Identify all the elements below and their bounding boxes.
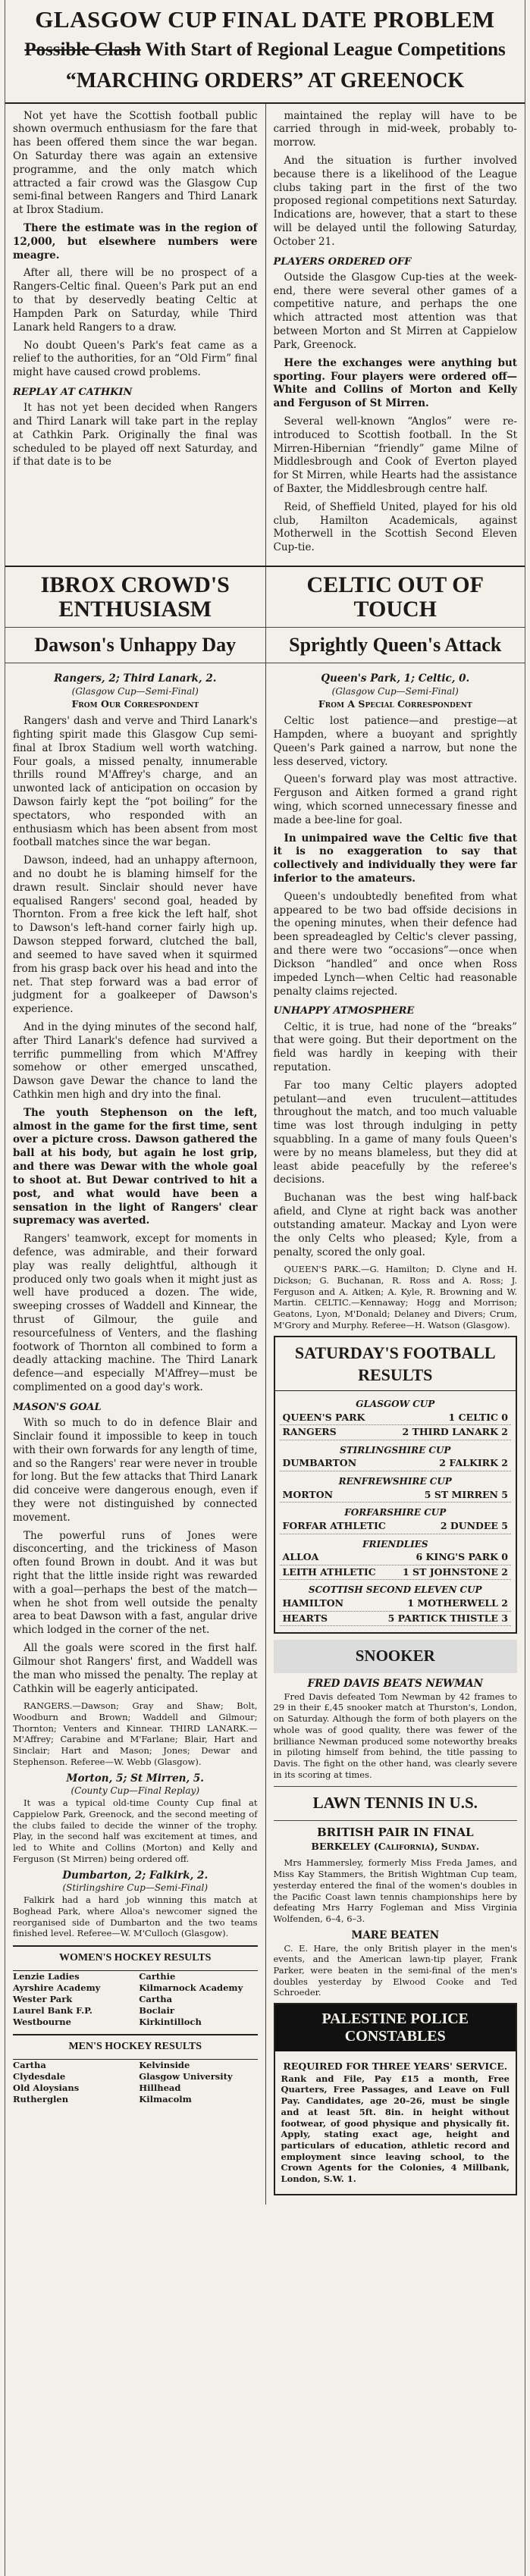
palestine-text: Rank and File, Pay £15 a month, Free Quarters, Free Passages, and Leave on Full Pay. Candidates, age 20–26, must be single and at least 5ft. 8in. in height without footwear, of good physique and physically fit. Apply, stating exact age, height and particulars of education, athletic record and employment since leaving school, to the Crown Agents for the Colonies, 4 Millbank, London, S.W. 1. (281, 2073, 510, 2185)
hockey-team: Westbourne (13, 2017, 71, 2028)
palestine-title: PALESTINE POLICE CONSTABLES (275, 2004, 516, 2051)
hockey-team: Clydesdale (13, 2071, 66, 2082)
intro-paragraph: Outside the Glasgow Cup-ties at the week-end, there were several other games of a competitive nature, and perhaps the one which attracted most attention was that between Morton and St Mirren at Cappielow Park, Greenock. (273, 271, 517, 351)
results-box (274, 1336, 518, 1634)
result-row (280, 1565, 512, 1581)
intro-paragraph: No doubt Queen's Park's feat came as a relief to the authorities, for an “Old Firm” final might have caused crowd problems. (13, 339, 258, 379)
result-row (280, 1456, 512, 1471)
hockey-result-item (13, 2060, 131, 2071)
subheadline-rest: With Start of Regional League Competitions (145, 39, 506, 60)
ibrox-paragraph: The youth Stephenson on the left, almost in the game for the first time, sent over a picture cross. Dawson gathered the ball at his body, but again he lost grip, and there was Dewar with the whole goal to shoot at. But Dewar contrived to hit a post, and what would have been a sensation in the light of Rangers' clear supremacy was averted. (13, 1106, 258, 1227)
results-title: SATURDAY'S FOOTBALL RESULTS (275, 1337, 516, 1391)
section-subhead: REPLAY AT CATHKIN (13, 386, 133, 398)
intro-paragraph: And the situation is further involved because there is a likelihood of the League clubs taking part in the first of the two proposed regional competitions next Saturday. Indications are, however, that a start to these will be delayed until the following Saturday, October 21. (273, 154, 517, 248)
subheadline (11, 39, 519, 61)
snooker-heading: SNOOKER (274, 1640, 518, 1673)
celtic-paragraph: Buchanan was the best wing half-back afield, and Clyne at right back was another outstanding amateur. Mackay and Lyon were the only Celts who pleased; Kyle, from a penalty, scored the only goal. (273, 1192, 517, 1258)
page-header (5, 0, 525, 104)
marching-headline: “MARCHING ORDERS” AT GREENOCK (65, 68, 465, 92)
palestine-body (275, 2051, 516, 2194)
hockey-result-item (139, 2094, 257, 2105)
intro-paragraph: Several well-known “Anglos” were re-introduced to Scottish football. In the St Mirren-Hibernian “friendly” game Milne of Middlesbrough and Cook of Everton played for St Mirren, while Hearts had the assistance of Baxter, the Middlesbrough centre half. (273, 415, 517, 496)
subheadline-strike: Possible Clash (24, 39, 141, 60)
celtic-paragraph: Queen's undoubtedly benefited from what appeared to be two bad offside decisions in the opening minutes, when their defence had been spreadeagled by Celtic's clever passing, and there were two “occasions”—once when Dickson “handled” and once when Ross impeded Lynch—when Celtic had reasonable penalty claims rejected. (273, 890, 517, 998)
result-score: 2 FALKIRK 2 (439, 1457, 508, 1469)
intro-paragraph: Here the exchanges were anything but sporting. Four players were ordered off—White and Collins of Morton and Kelly and Ferguson of St Mirren. (273, 356, 517, 410)
results-group-heading: GLASGOW CUP (356, 1398, 435, 1409)
result-score: 5 PARTICK THISTLE 3 (387, 1612, 508, 1624)
result-team: MORTON (282, 1488, 334, 1500)
dumbarton-score: Dumbarton, 2; Falkirk, 2. (62, 1869, 209, 1882)
mens-hockey-heading: MEN'S HOCKEY RESULTS (13, 2034, 258, 2059)
morton-score: Morton, 5; St Mirren, 5. (66, 1772, 204, 1785)
hockey-result-item (13, 2082, 131, 2094)
result-score: 1 MOTHERWELL 2 (407, 1597, 508, 1609)
ibrox-headline: IBROX CROWD'S ENTHUSIASM (40, 572, 230, 622)
intro-right-column (265, 104, 525, 566)
result-row (280, 1411, 512, 1426)
hockey-result-item (13, 1982, 131, 1994)
result-score: 1 CELTIC 0 (448, 1411, 508, 1423)
ibrox-competition: (Glasgow Cup—Semi-Final) (71, 685, 199, 697)
ibrox-paragraph: Rangers' teamwork, except for moments in defence, was admirable, and their forward play was really delightful, although it produced only two goals when it might just as well have produced a dozen. The wide, sweeping crosses of Waddell and Kinnear, the thrust of Gilmour, the guile and resourcefulness of Venters, and the flashing footwork of Thornton all combined to form a deadly attacking machine. The Third Lanark defence—and especially M'Affrey—must be complimented on a good day's work. (13, 1233, 258, 1394)
celtic-subheadline: Sprightly Queen's Attack (266, 628, 525, 663)
hockey-team: Rutherglen (13, 2094, 69, 2105)
hockey-team: Glasgow University (139, 2071, 233, 2082)
tennis-report: Mrs Hammersley, formerly Miss Freda James, and Miss Kay Stammers, the British Wightman Cup team, yesterday entered the final of the women's doubles in the Pacific Coast lawn tennis championships here by defeating Mrs Harry Fogleman and Miss Virginia Wolfenden, 6–4, 6–3. (273, 1857, 517, 1925)
ibrox-teams: RANGERS.—Dawson; Gray and Shaw; Bolt, Woodburn and Brown; Waddell and Gilmour; Thornton; Venters and Kinnear. THIRD LANARK.—M'Affrey; Carabine and M'Farlane; Blair, Hart and Sinclair; Hart and Mason; Jones; Dewar and Stephenson. Referee—W. Webb (Glasgow). (13, 1700, 258, 1767)
celtic-byline: From A Special Correspondent (318, 697, 472, 710)
intro-left-column (5, 104, 265, 566)
section-subhead: PLAYERS ORDERED OFF (273, 255, 412, 268)
intro-paragraph: maintained the replay will have to be carried through in mid-week, probably to-morrow. (273, 109, 517, 149)
dumbarton-report: Falkirk had a hard job winning this match at Boghead Park, where Alloa's newcomer signed the reorganised side of Dumbarton and the two teams finished level. Referee—W. M'Culloch (Glasgow). (13, 1894, 258, 1939)
hockey-result-item (139, 2017, 257, 2028)
result-row (280, 1597, 512, 1612)
result-row (280, 1550, 512, 1565)
celtic-teams: QUEEN'S PARK.—G. Hamilton; D. Clyne and H. Dickson; G. Buchanan, R. Ross and A. Ross; J. Ferguson and A. Aitken; A. Kyle, R. Browning and W. Martin. CELTIC.—Kennaway; Hogg and Morrison; Geatons, Lyon, M'Donald; Delaney and Divers; Crum, M'Grory and Murphy. Referee—H. Watson (Glasgow). (273, 1264, 517, 1330)
tennis-dateline: BERKELEY (California), Sunday. (311, 1840, 480, 1852)
hockey-result-item (13, 2005, 131, 2017)
hockey-team: Cartha (139, 1993, 173, 2004)
result-row (280, 1488, 512, 1503)
womens-hockey-results (13, 1971, 258, 2029)
hockey-team: Hillhead (139, 2082, 181, 2094)
hockey-result-item (139, 2082, 257, 2094)
result-score: 2 DUNDEE 5 (440, 1520, 508, 1532)
snooker-report: Fred Davis defeated Tom Newman by 42 frames to 29 in their £,45 snooker match at Thurston's, London, on Saturday. Although the form of both players on the whole was of good quality, there was fewer of the brilliance Newman produced some noteworthy breaks in piloting himself from behind, the title passing to Davis. The fight on the other hand, was clearly severe in its scoring at times. (273, 1691, 517, 1780)
result-score: 2 THIRD LANARK 2 (402, 1426, 508, 1438)
section-subhead: UNHAPPY ATMOSPHERE (273, 1005, 415, 1017)
ibrox-paragraph: All the goals were scored in the first half. Gilmour shot Rangers' first, and Waddell was the man who missed the penalty. The replay at Cathkin will be eagerly anticipated. (13, 1642, 258, 1695)
dumbarton-competition: (Stirlingshire Cup—Semi-Final) (62, 1882, 208, 1894)
hockey-team: Kirkintilloch (139, 2017, 202, 2028)
results-group-heading: SCOTTISH SECOND ELEVEN CUP (308, 1584, 482, 1596)
hockey-result-item (139, 1982, 257, 1994)
results-group-heading: RENFREWSHIRE CUP (338, 1475, 452, 1487)
celtic-competition: (Glasgow Cup—Semi-Final) (331, 685, 459, 697)
result-team: HAMILTON (282, 1597, 344, 1609)
womens-hockey-heading: WOMEN'S HOCKEY RESULTS (13, 1945, 258, 1970)
intro-paragraph: Reid, of Sheffield United, played for his old club, Hamilton Academicals, against Motherwell in the Scottish Second Eleven Cup-tie. (273, 500, 517, 554)
ibrox-body (5, 663, 265, 2111)
ibrox-paragraph: With so much to do in defence Blair and Sinclair found it impossible to keep in touch with their own forwards for any length of time, and so the Rangers' rear were never in trouble for long. But the few attacks that Third Lanark did conceive were dangerous enough, even if they were not distinguished by connected movement. (13, 1417, 258, 1524)
celtic-score: Queen's Park, 1; Celtic, 0. (321, 672, 470, 685)
hockey-team: Old Aloysians (13, 2082, 80, 2094)
snooker-headline: FRED DAVIS BEATS NEWMAN (307, 1677, 483, 1690)
result-team: HEARTS (282, 1612, 328, 1624)
result-row (280, 1612, 512, 1627)
hockey-team: Kelvinside (139, 2059, 190, 2070)
result-score: 6 KING'S PARK 0 (416, 1551, 508, 1563)
results-list (275, 1391, 516, 1632)
reports-columns (5, 567, 525, 2205)
hockey-result-item (13, 1994, 131, 2005)
hockey-team: Carthie (139, 1970, 176, 1982)
headline: GLASGOW CUP FINAL DATE PROBLEM (35, 6, 495, 33)
mens-hockey-results (13, 2060, 258, 2106)
celtic-column (265, 567, 525, 2205)
celtic-paragraph: Queen's forward play was most attractive. Ferguson and Aitken formed a grand right wing, which scorned unnecessary finesse and made a bee-line for goal. (273, 773, 517, 826)
hockey-result-item (139, 2005, 257, 2017)
hockey-team: Boclair (139, 2005, 174, 2017)
celtic-headline: CELTIC OUT OF TOUCH (306, 572, 484, 622)
result-team: ALLOA (282, 1551, 319, 1563)
hockey-result-item (13, 2071, 131, 2082)
ibrox-score: Rangers, 2; Third Lanark, 2. (54, 672, 217, 685)
celtic-headline-box (266, 567, 525, 628)
newspaper-page (5, 0, 525, 2576)
intro-paragraph: Not yet have the Scottish football public shown overmuch enthusiasm for the fare that has been offered them since the war began. On Saturday there was again an extensive programme, and the only match which attracted a fair crowd was the Glasgow Cup semi-final between Rangers and Third Lanark at Ibrox Stadium. (13, 109, 258, 217)
results-group-heading: STIRLINGSHIRE CUP (340, 1444, 451, 1456)
result-row (280, 1425, 512, 1440)
results-group-heading: FRIENDLIES (362, 1538, 428, 1550)
mare-headline: MARE BEATEN (351, 1929, 440, 1941)
mare-report: C. E. Hare, the only British player in the men's events, and the American lawn-tip player, Frank Parker, were beaten in the semi-final of the men's doubles yesterday by Elwood Cooke and Ted Schroeder. (273, 1942, 517, 1998)
palestine-advert (274, 2003, 518, 2195)
hockey-result-item (13, 1971, 131, 1982)
celtic-body (266, 663, 525, 2205)
results-group-heading: FORFARSHIRE CUP (344, 1507, 447, 1518)
result-row (280, 1519, 512, 1534)
ibrox-paragraph: Rangers' dash and verve and Third Lanark's fighting spirit made this Glasgow Cup semi-final at Ibrox Stadium well worth watching. Four goals, a missed penalty, innumerable thrills round M'Affrey's charge, and an unwonted lack of anticipation on occasion by Dawson fairly kept the “pot boiling” for the spectators, who responded with an enthusiasm which has been absent from most football matches since the war began. (13, 715, 258, 849)
hockey-team: Laurel Bank F.P. (13, 2005, 93, 2017)
result-score: 1 ST JOHNSTONE 2 (403, 1565, 508, 1578)
hockey-team: Kilmarnock Academy (139, 1982, 243, 1993)
ibrox-paragraph: Dawson, indeed, had an unhappy afternoon, and no doubt he is blaming himself for the drawn result. Sinclair should never have equalised Rangers' second goal, headed by Thornton. From a free kick the left half, shot to Dawson's left-hand corner fairly high up. Dawson stepped forward, clutched the ball, and seemed to have saved when it squirmed from his grasp back over his head and into the net. That step forward was a bad error of judgment for a goalkeeper of Dawson's experience. (13, 854, 258, 1016)
ibrox-byline: From Our Correspondent (71, 697, 199, 710)
result-team: QUEEN'S PARK (282, 1411, 365, 1423)
hockey-team: Ayrshire Academy (13, 1982, 101, 1993)
intro-paragraph: It has not yet been decided when Rangers and Third Lanark will take part in the replay at Cathkin Park. Originally the final was scheduled to be played off next Saturday, and if that date is to be (13, 402, 258, 469)
ibrox-column (5, 567, 265, 2205)
hockey-result-item (139, 2071, 257, 2082)
celtic-paragraph: Celtic, it is true, had none of the “breaks” that were going. But their deportment on the field was hardly in keeping with their reputation. (273, 1020, 517, 1073)
celtic-paragraph: In unimpaired wave the Celtic five that it is no exaggeration to say that collectively and individually they were far inferior to the amateurs. (273, 832, 517, 885)
celtic-paragraph: Celtic lost patience—and prestige—at Hampden, where a buoyant and sprightly Queen's Park gained a narrow, but none the less deserved, victory. (273, 715, 517, 768)
hockey-result-item (139, 2060, 257, 2071)
result-team: FORFAR ATHLETIC (282, 1520, 386, 1532)
hockey-result-item (13, 2017, 131, 2028)
hockey-team: Kilmacolm (139, 2094, 192, 2105)
ibrox-paragraph: And in the dying minutes of the second half, after Third Lanark's defence had survived a terrific pummelling from which M'Affrey somehow or other emerged unscathed, Dawson gave Dewar the chance to land the Cathkin men high and dry into the final. (13, 1020, 258, 1102)
tennis-heading: LAWN TENNIS IN U.S. (274, 1786, 518, 1821)
intro-paragraph: There the estimate was in the region of 12,000, but elsewhere numbers were meagre. (13, 222, 258, 262)
morton-competition: (County Cup—Final Replay) (71, 1785, 200, 1797)
intro-columns (5, 104, 525, 568)
ibrox-headline-box (5, 567, 265, 628)
ibrox-subheadline: Dawson's Unhappy Day (5, 628, 265, 663)
hockey-team: Wester Park (13, 1993, 73, 2004)
hockey-result-item (139, 1971, 257, 1982)
palestine-headline: REQUIRED FOR THREE YEARS' SERVICE. (283, 2060, 508, 2073)
result-team: RANGERS (282, 1426, 337, 1438)
tennis-headline: BRITISH PAIR IN FINAL (316, 1825, 474, 1840)
hockey-result-item (139, 1994, 257, 2005)
intro-paragraph: After all, there will be no prospect of a Rangers-Celtic final. Queen's Park put an end to that by deservedly beating Celtic at Hampden Park on Saturday, while Third Lanark held Rangers to a draw. (13, 267, 258, 334)
section-subhead: MASON'S GOAL (13, 1401, 102, 1413)
celtic-paragraph: Far too many Celtic players adopted petulant—and even truculent—attitudes throughout the match, and too much valuable time was lost through indulging in petty squabbling. In a game of many fouls Queen's were by no means blameless, but they did at least abide peacefully by the referee's decisions. (273, 1079, 517, 1186)
result-score: 5 ST MIRREN 5 (424, 1488, 508, 1500)
hockey-team: Lenzie Ladies (13, 1970, 80, 1982)
hockey-result-item (13, 2094, 131, 2105)
result-team: DUMBARTON (282, 1457, 357, 1469)
ibrox-paragraph: The powerful runs of Jones were disconcerting, and the trickiness of Mason often found Brown in doubt. And it was but right that the little inside right was rewarded with a goal—perhaps the best of the match—when he shot from well outside the penalty area to beat Dawson with a fast, angular drive which lodged in the corner of the net. (13, 1529, 258, 1637)
result-team: LEITH ATHLETIC (282, 1565, 376, 1578)
hockey-team: Cartha (13, 2059, 46, 2070)
morton-report: It was a typical old-time County Cup final at Cappielow Park, Greenock, and the second meeting of the clubs failed to decide the winner of the trophy. Play, in the second half was excitement at times, and led to White and Collins (Morton) and Kelly and Ferguson (St Mirren) being ordered off. (13, 1797, 258, 1864)
